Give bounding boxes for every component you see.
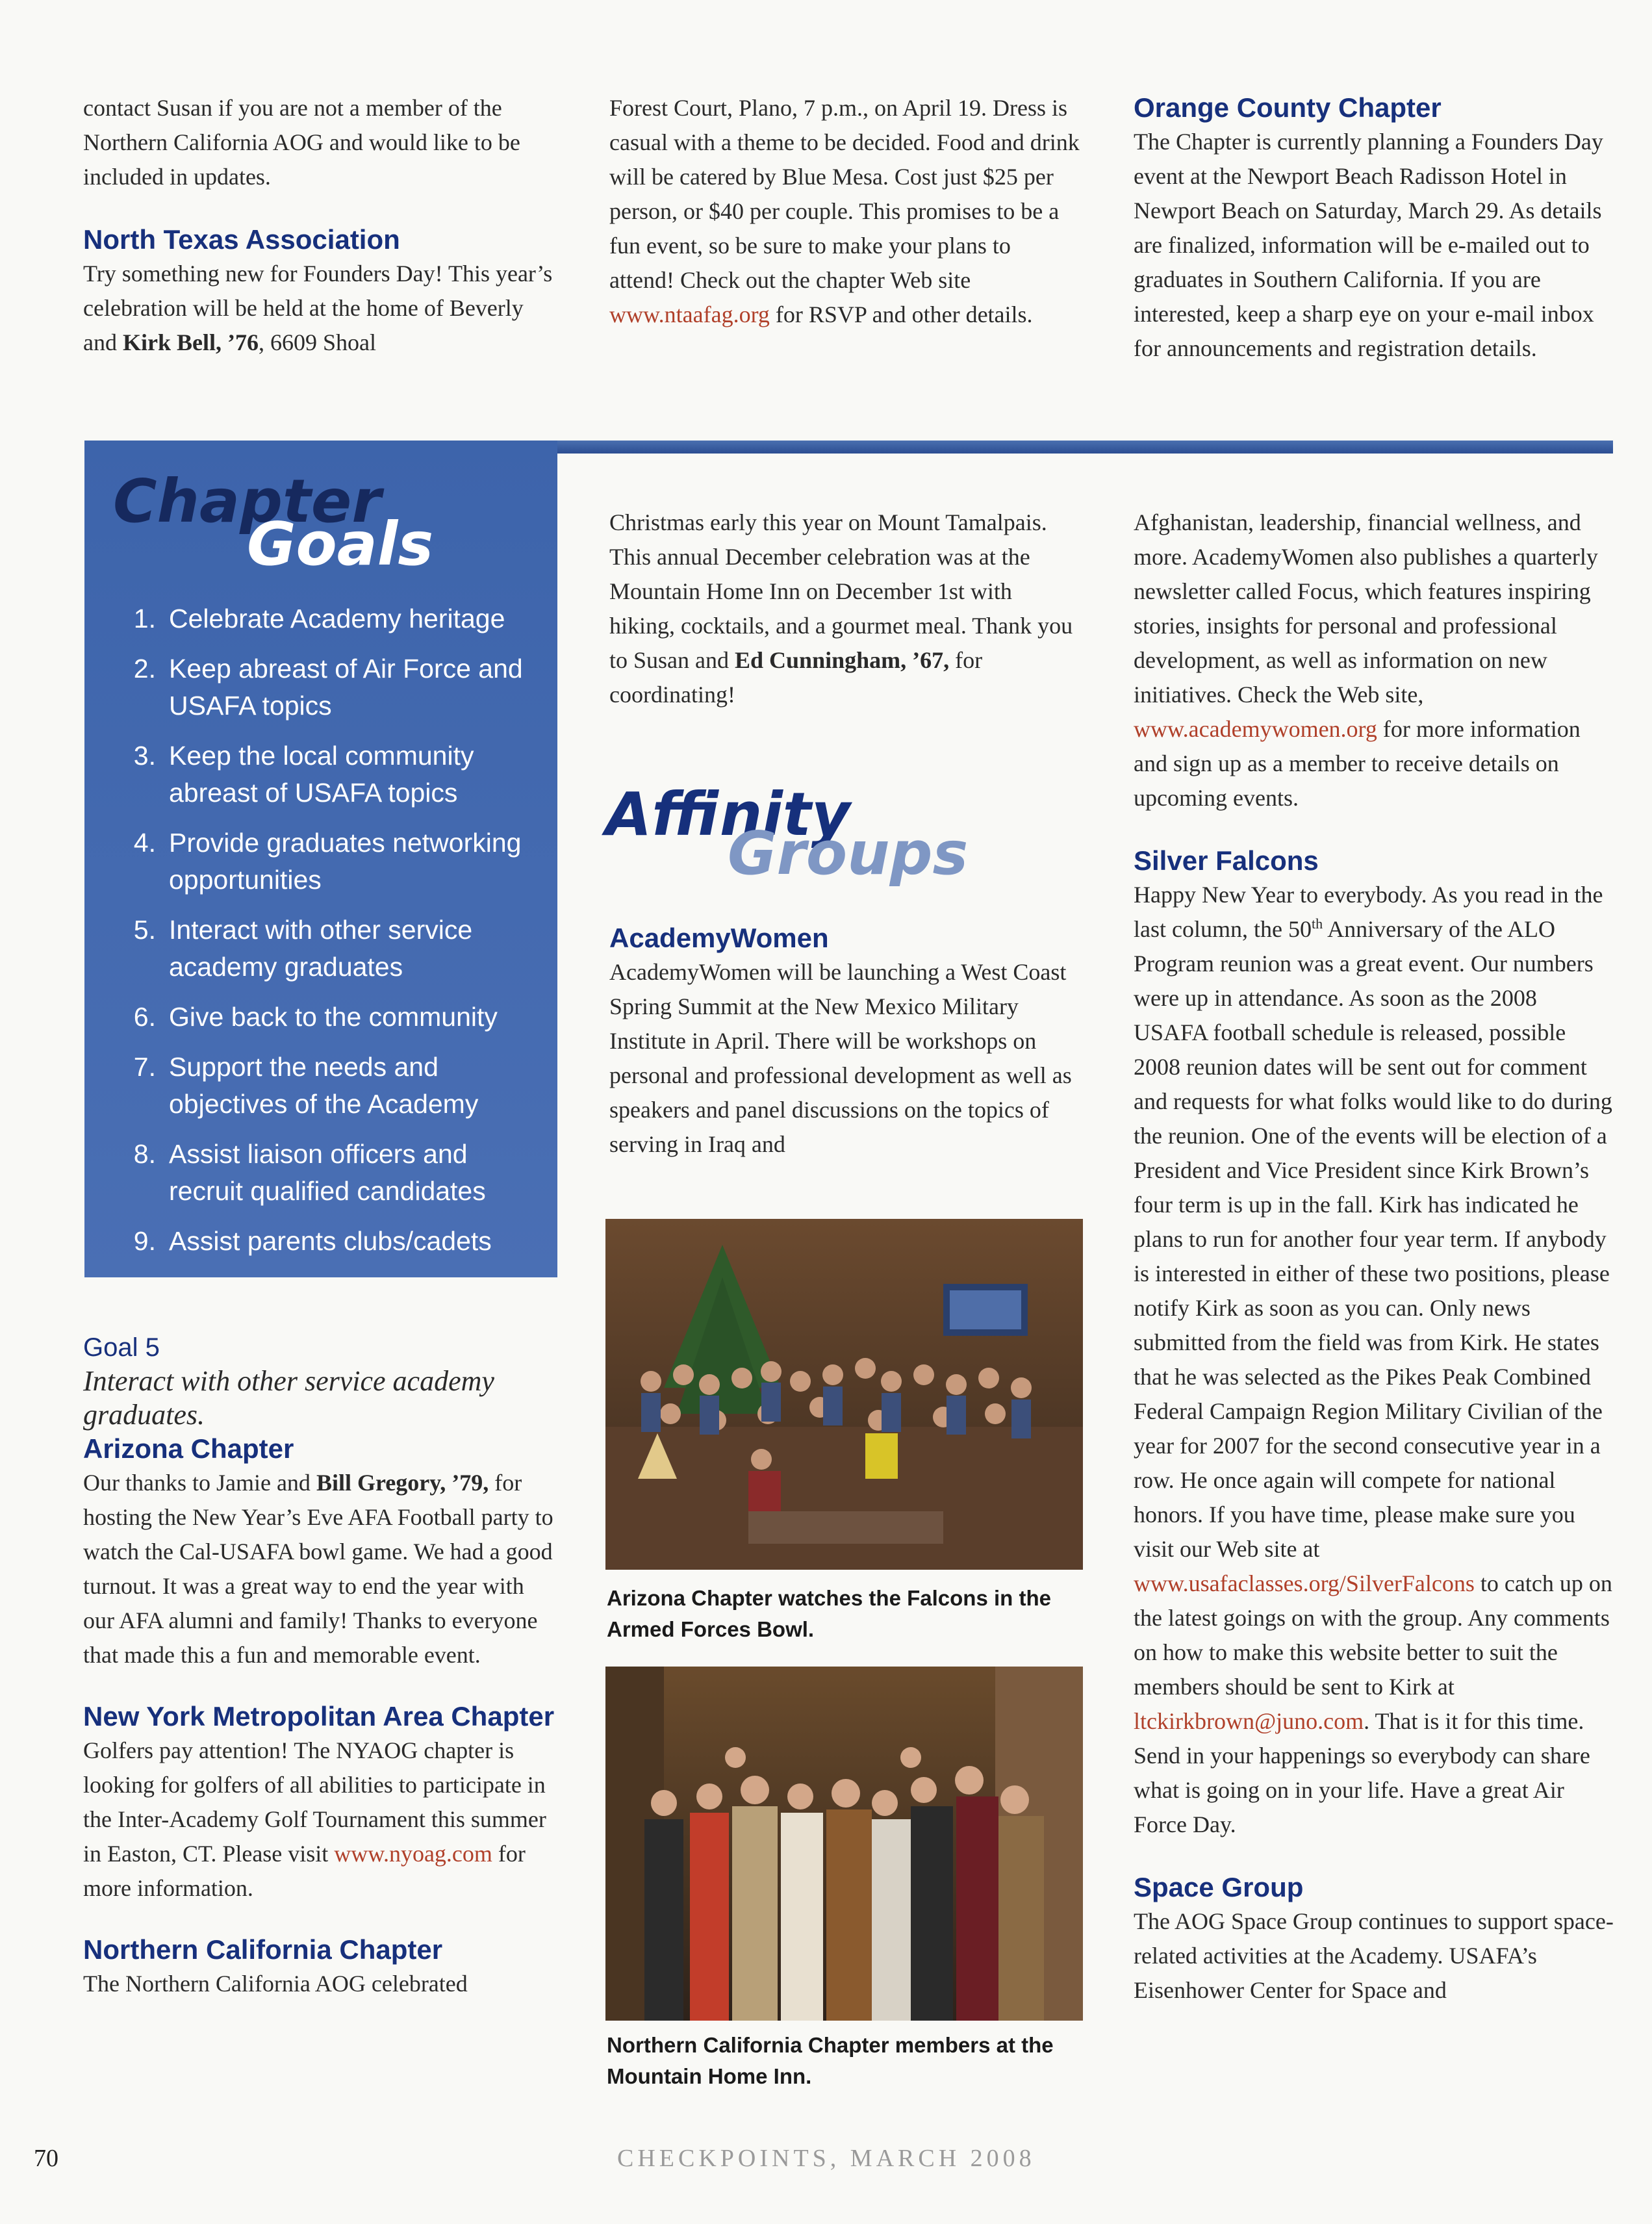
arizona-photo-caption: Arizona Chapter watches the Falcons in the Armed Forces Bowl.	[607, 1586, 1051, 1641]
kirk-email-link[interactable]: ltckirkbrown@juno.com	[1134, 1708, 1364, 1734]
northern-california-heading: Northern California Chapter	[83, 1934, 443, 1965]
goal-text: Provide graduates networking opportunities	[169, 828, 522, 895]
goal-number: 6.	[133, 1002, 156, 1032]
affinity-title-2: Groups	[728, 819, 969, 888]
goal-item	[110, 912, 539, 986]
goal-text: Assist liaison officers and recruit qualified candidates	[169, 1139, 486, 1206]
affinity-title-1: Affinity	[605, 780, 850, 849]
goal-text: Assist parents clubs/cadets	[169, 1226, 492, 1256]
space-group-text: The AOG Space Group continues to support space-related activities at the Academy. USAFA’s Eisenhower Center for Space and	[1134, 1908, 1614, 2003]
academy-women-section	[609, 921, 1080, 1162]
northern-california-continued-2: Christmas early this year on Mount Tamalpais. This annual December celebration was at the Mountain Home Inn on December 1st with hiking, cocktails, and a gourmet meal. Thank you to Susan and Ed Cunningham, ’67, for coordinating!	[609, 509, 1073, 708]
chapter-goals-box	[84, 441, 557, 1277]
goal-5-text: Interact with other service academy graduates.	[83, 1365, 494, 1431]
chapter-goals-title-1: Chapter	[113, 467, 381, 536]
arizona-heading: Arizona Chapter	[83, 1433, 294, 1464]
goal-item	[110, 999, 539, 1036]
goal-item	[110, 1223, 539, 1260]
section-divider	[555, 441, 1613, 454]
orange-county-heading: Orange County Chapter	[1134, 92, 1442, 123]
arizona-chapter-photo	[605, 1219, 1083, 1570]
space-group-heading: Space Group	[1134, 1872, 1304, 1902]
chapter-goals-title-2: Goals	[247, 509, 434, 579]
goal-item	[110, 1136, 539, 1210]
page-number: 70	[34, 2145, 58, 2172]
silver-falcons-text: Happy New Year to everybody. As you read in the last column, the 50th Anniversary of the ALO Program reunion was a great event. Our numbers were up in attendance. As soon as the 2008 USAFA football schedule is released, possible 2008 reunion dates will be sent out for comment and requests for what folks would like to do during the reunion. One of the events will be election of a President and Vice President since Kirk Brown’s four term is up in the fall. Kirk has indicated he plans to run for another four year term. If anybody is interested in either of these two positions, please notify Kirk as soon as you can. Only news submitted from the field was from Kirk. He states that he was selected as the Pikes Peak Combined Federal Campaign Region Military Civilian of the year for 2007 for the second consecutive year in a row. He once again will compete for national honors. If you have time, please make sure you visit our Web site at www.usafaclasses.org/SilverFalcons to catch up on the latest goings on with the group. Any comments on how to make this website better to suit the members should be sent to Kirk at ltckirkbrown@juno.com. That is it for this time. Send in your happenings so everybody can share what is going on in your life. Have a great Air Force Day.	[1134, 882, 1612, 1837]
right-col	[1134, 505, 1614, 2008]
left-lower	[83, 1331, 556, 2001]
goal-number: 7.	[133, 1052, 156, 1082]
arizona-text: Our thanks to Jamie and Bill Gregory, ’79, for hosting the New Year’s Eve AFA Football party to watch the Cal-USAFA bowl game. We had a good turnout. It was a great way to end the year with our AFA alumni and family! Thanks to everyone that made this a fun and memorable event.	[83, 1470, 553, 1668]
north-texas-heading: North Texas Association	[83, 224, 400, 255]
goal-text: Keep abreast of Air Force and USAFA topics	[169, 654, 523, 721]
goal-number: 9.	[133, 1226, 156, 1256]
goal-number: 5.	[133, 915, 156, 945]
goal-number: 2.	[133, 654, 156, 684]
top-col1	[83, 91, 556, 360]
academy-women-continued: Afghanistan, leadership, financial wellness, and more. AcademyWomen also publishes a quarterly newsletter called Focus, which features inspiring stories, insights for personal and professional development, as well as information on new initiatives. Check the Web site, www.academywomen.org for more information and sign up as a member to receive details on upcoming events.	[1134, 509, 1598, 811]
goal-text: Celebrate Academy heritage	[169, 604, 505, 633]
top-col2	[609, 91, 1080, 332]
academy-women-heading: AcademyWomen	[609, 923, 829, 953]
publication-footer: CHECKPOINTS, MARCH 2008	[617, 2145, 1036, 2172]
goal-text: Keep the local community abreast of USAFA topics	[169, 741, 474, 808]
goal-text: Interact with other service academy graduates	[169, 915, 473, 982]
goal-item	[110, 1049, 539, 1123]
northern-california-photo-caption: Northern California Chapter members at the Mountain Home Inn.	[607, 2033, 1054, 2088]
orange-county-text: The Chapter is currently planning a Founders Day event at the Newport Beach Radisson Hotel in Newport Beach on Saturday, March 29. As details are finalized, information will be e-mailed out to graduates in Southern California. If you are interested, keep a sharp eye on your e-mail inbox for announcements and registration details.	[1134, 129, 1603, 361]
goal-5-label: Goal 5	[83, 1333, 160, 1362]
northern-california-continued: contact Susan if you are not a member of the Northern California AOG and would like to be included in updates.	[83, 95, 520, 190]
top-col3	[1134, 91, 1614, 366]
academy-women-text: AcademyWomen will be launching a West Coast Spring Summit at the New Mexico Military Institute in April. There will be workshops on personal and professional development as well as speakers and panel discussions on the topics of serving in Iraq and	[609, 959, 1072, 1157]
silverfalcons-link[interactable]: www.usafaclasses.org/SilverFalcons	[1134, 1570, 1475, 1596]
northern-california-text: The Northern California AOG celebrated	[83, 1971, 468, 1997]
nyoag-link[interactable]: www.nyoag.com	[334, 1841, 492, 1867]
goal-number: 4.	[133, 828, 156, 858]
ntaafag-link[interactable]: www.ntaafag.org	[609, 301, 770, 327]
north-texas-continued: Forest Court, Plano, 7 p.m., on April 19. Dress is casual with a theme to be decided. Food and drink will be catered by Blue Mesa. Cost just $25 per person, or $40 per couple. This promises to be a fun event, so be sure to make your plans to attend! Check out the chapter Web site www.ntaafag.org for RSVP and other details.	[609, 95, 1080, 327]
new-york-text: Golfers pay attention! The NYAOG chapter is looking for golfers of all abilities to participate in the Inter-Academy Golf Tournament this summer in Easton, CT. Please visit www.nyoag.com for more information.	[83, 1737, 546, 1901]
new-york-heading: New York Metropolitan Area Chapter	[83, 1701, 555, 1732]
goal-item	[110, 824, 539, 899]
mid-col	[609, 505, 1080, 712]
academywomen-link[interactable]: www.academywomen.org	[1134, 716, 1377, 742]
chapter-goals-list	[110, 600, 539, 1273]
goal-item	[110, 600, 539, 637]
goal-text: Support the needs and objectives of the Academy	[169, 1052, 479, 1119]
silver-falcons-heading: Silver Falcons	[1134, 845, 1319, 876]
goal-item	[110, 650, 539, 724]
goal-text: Give back to the community	[169, 1002, 498, 1032]
goal-item	[110, 737, 539, 812]
goal-number: 3.	[133, 741, 156, 771]
northern-california-photo	[605, 1667, 1083, 2021]
north-texas-text: Try something new for Founders Day! This year’s celebration will be held at the home of Beverly and Kirk Bell, ’76, 6609 Shoal	[83, 261, 553, 355]
goal-number: 8.	[133, 1139, 156, 1169]
goal-number: 1.	[133, 604, 156, 633]
